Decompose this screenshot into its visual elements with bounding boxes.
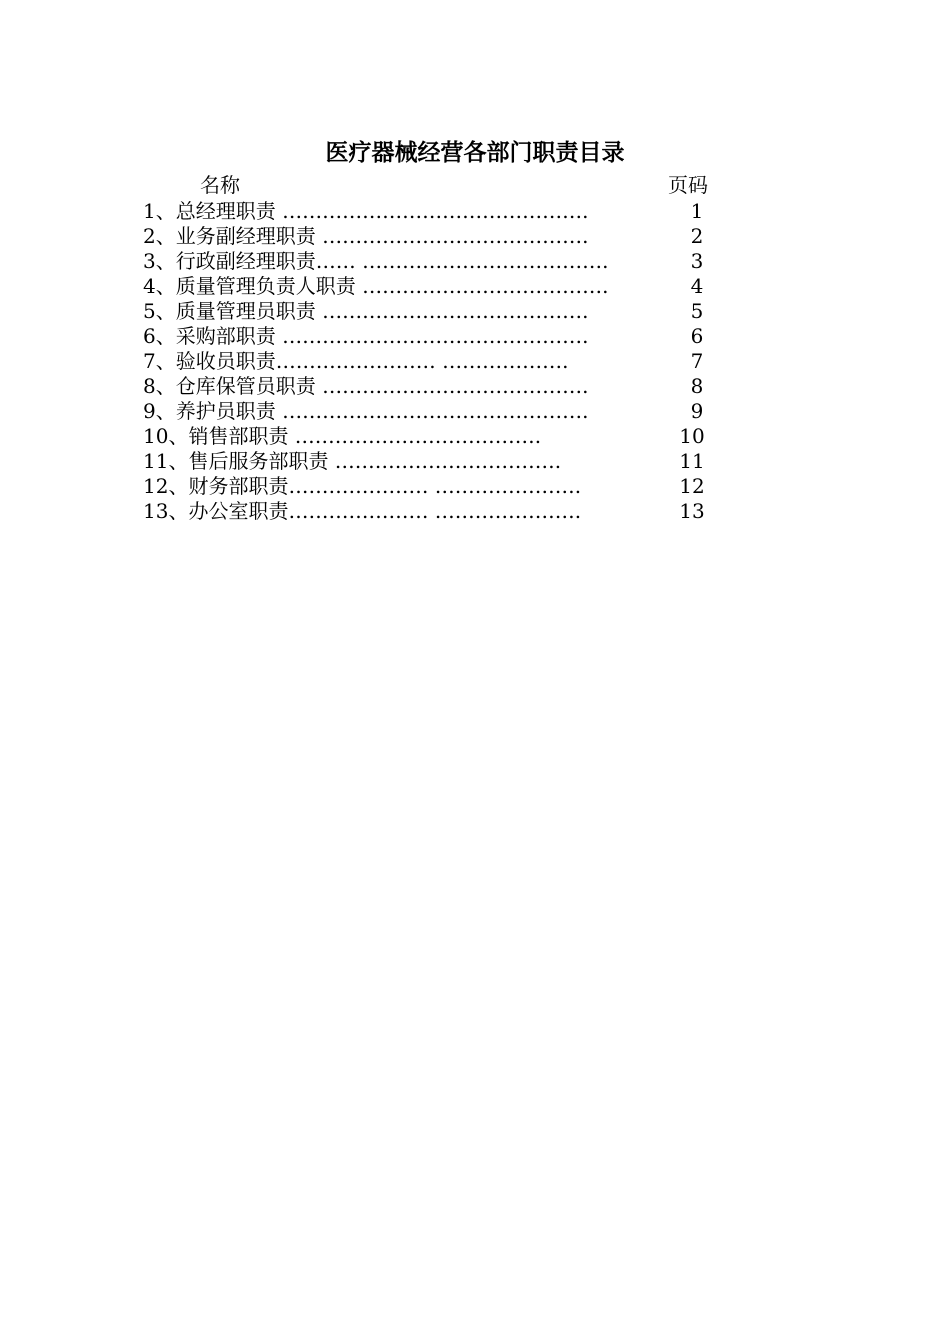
toc-entry: [143, 274, 743, 299]
toc-entry: [143, 249, 743, 274]
toc-entry-page: 11: [679, 449, 705, 473]
toc-entry: [143, 499, 743, 524]
column-header-name: 名称: [200, 173, 240, 197]
column-header-page: 页码: [668, 173, 708, 197]
toc-entry-label: 1、总经理职责 ……………………………………….: [143, 199, 589, 223]
toc-entry: [143, 299, 743, 324]
table-of-contents: [143, 199, 743, 524]
toc-entry: [143, 399, 743, 424]
toc-entry-label: 2、业务副经理职责 ………………………………….: [143, 224, 589, 248]
toc-entry-label: 3、行政副经理职责…… ……………………………….: [143, 249, 609, 273]
toc-entry-label: 11、售后服务部职责 …………………………….: [143, 449, 562, 473]
toc-entry: [143, 424, 743, 449]
toc-entry-label: 9、养护员职责 ……………………………………….: [143, 399, 589, 423]
toc-entry: [143, 449, 743, 474]
toc-entry-page: 6: [690, 324, 704, 348]
toc-entry-page: 7: [690, 349, 704, 373]
toc-entry-label: 8、仓库保管员职责 ………………………………….: [143, 374, 589, 398]
toc-entry-label: 12、财务部职责………………… ………………….: [143, 474, 582, 498]
toc-entry-page: 1: [690, 199, 704, 223]
toc-entry: [143, 224, 743, 249]
document-title: 医疗器械经营各部门职责目录: [325, 140, 625, 166]
toc-entry-page: 10: [679, 424, 705, 448]
toc-entry-page: 5: [690, 299, 704, 323]
toc-entry-label: 5、质量管理员职责 ………………………………….: [143, 299, 589, 323]
toc-entry-page: 12: [679, 474, 705, 498]
toc-entry-page: 8: [690, 374, 704, 398]
toc-entry: [143, 474, 743, 499]
toc-entry-label: 7、验收员职责…………………… ……………….: [143, 349, 569, 373]
toc-entry-page: 3: [690, 249, 704, 273]
toc-entry-label: 4、质量管理负责人职责 ……………………………….: [143, 274, 609, 298]
toc-entry-page: 13: [679, 499, 705, 523]
toc-entry: [143, 349, 743, 374]
toc-entry: [143, 199, 743, 224]
toc-entry-label: 13、办公室职责………………… ………………….: [143, 499, 582, 523]
toc-entry-page: 2: [690, 224, 704, 248]
toc-entry-label: 6、采购部职责 ……………………………………….: [143, 324, 589, 348]
toc-entry-label: 10、销售部职责 ……………………………….: [143, 424, 542, 448]
toc-entry: [143, 324, 743, 349]
toc-entry: [143, 374, 743, 399]
toc-entry-page: 9: [690, 399, 704, 423]
toc-entry-page: 4: [690, 274, 704, 298]
